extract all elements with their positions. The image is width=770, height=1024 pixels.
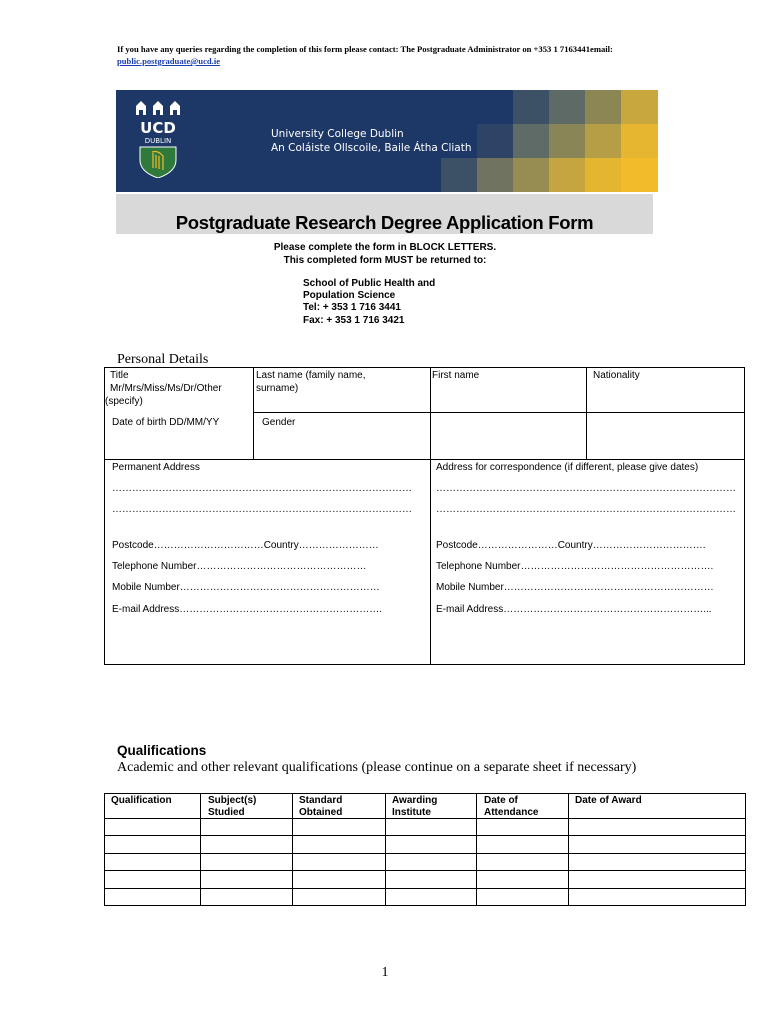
correspondence-telephone-field[interactable]: Telephone Number…………………………………………………. (436, 561, 714, 572)
notice-email-label: 1email: (585, 44, 613, 54)
logo-text: UCD (140, 119, 176, 137)
correspondence-mobile-field[interactable]: Mobile Number……………………………………………………… (436, 582, 714, 593)
correspondence-address-label: Address for correspondence (if different, please give dates) (436, 462, 699, 473)
notice-text: If you have any queries regarding the completion of this form please contact: The Postgraduate Administrator on +353 1 716344 (117, 44, 586, 54)
email-link[interactable]: public.postgraduate@ucd.ie (117, 56, 221, 66)
contact-fax: Fax: + 353 1 716 3421 (303, 315, 405, 326)
contact-school: School of Public Health and (303, 278, 436, 289)
page-number: 1 (381, 965, 389, 980)
permanent-telephone-field[interactable]: Telephone Number…………………………………………… (112, 561, 367, 572)
col-date-award: Date of Award (575, 795, 642, 806)
first-name-label: First name (432, 370, 480, 381)
correspondence-postcode-field[interactable]: Postcode……………………Country……………………………. (436, 540, 706, 551)
col-awarding: Awarding Institute (392, 795, 438, 818)
form-title: Postgraduate Research Degree Application Form (175, 212, 594, 233)
correspondence-email-field[interactable]: E-mail Address……………………………………………………... (436, 604, 712, 615)
logo-sub: DUBLIN (144, 137, 172, 145)
qualifications-subheading: Academic and other relevant qualifications (please continue on a separate sheet if necessary) (117, 760, 637, 775)
last-name-label: Last name (family name, surname) (256, 370, 366, 394)
col-standard: Standard Obtained (299, 795, 343, 818)
university-name-ga: An Coláiste Ollscoile, Baile Átha Cliath (271, 142, 472, 154)
nationality-label: Nationality (593, 370, 640, 381)
permanent-address-line-1[interactable]: ……………………………………………………………………………… (112, 483, 412, 494)
col-subjects: Subject(s) Studied (208, 795, 257, 818)
contact-tel: Tel: + 353 1 716 3441 (303, 302, 401, 313)
permanent-address-line-2[interactable]: ……………………………………………………………………………… (112, 504, 412, 515)
qualifications-heading: Qualifications (117, 743, 207, 758)
personal-details-heading: Personal Details (117, 352, 209, 367)
instruction-block-letters: Please complete the form in BLOCK LETTERS. (273, 242, 497, 253)
gender-label: Gender (262, 417, 296, 428)
correspondence-address-line-1[interactable]: ……………………………………………………………………………… (436, 483, 736, 494)
university-name-en: University College Dublin (271, 128, 404, 140)
correspondence-address-line-2[interactable]: ……………………………………………………………………………… (436, 504, 736, 515)
permanent-address-label: Permanent Address (112, 462, 200, 473)
permanent-postcode-field[interactable]: Postcode……………………………Country…………………… (112, 540, 379, 551)
permanent-mobile-field[interactable]: Mobile Number…………………………………………………… (112, 582, 380, 593)
instruction-return: This completed form MUST be returned to: (283, 255, 487, 266)
permanent-email-field[interactable]: E-mail Address……………………………………………………. (112, 604, 383, 615)
col-qualification: Qualification (111, 795, 172, 806)
contact-school-2: Population Science (303, 290, 396, 301)
col-attendance: Date of Attendance (484, 795, 539, 818)
title-specify-label: (specify) (105, 396, 143, 407)
dob-label: Date of birth DD/MM/YY (112, 417, 220, 428)
title-label: Title Mr/Mrs/Miss/Ms/Dr/Other (110, 370, 222, 394)
